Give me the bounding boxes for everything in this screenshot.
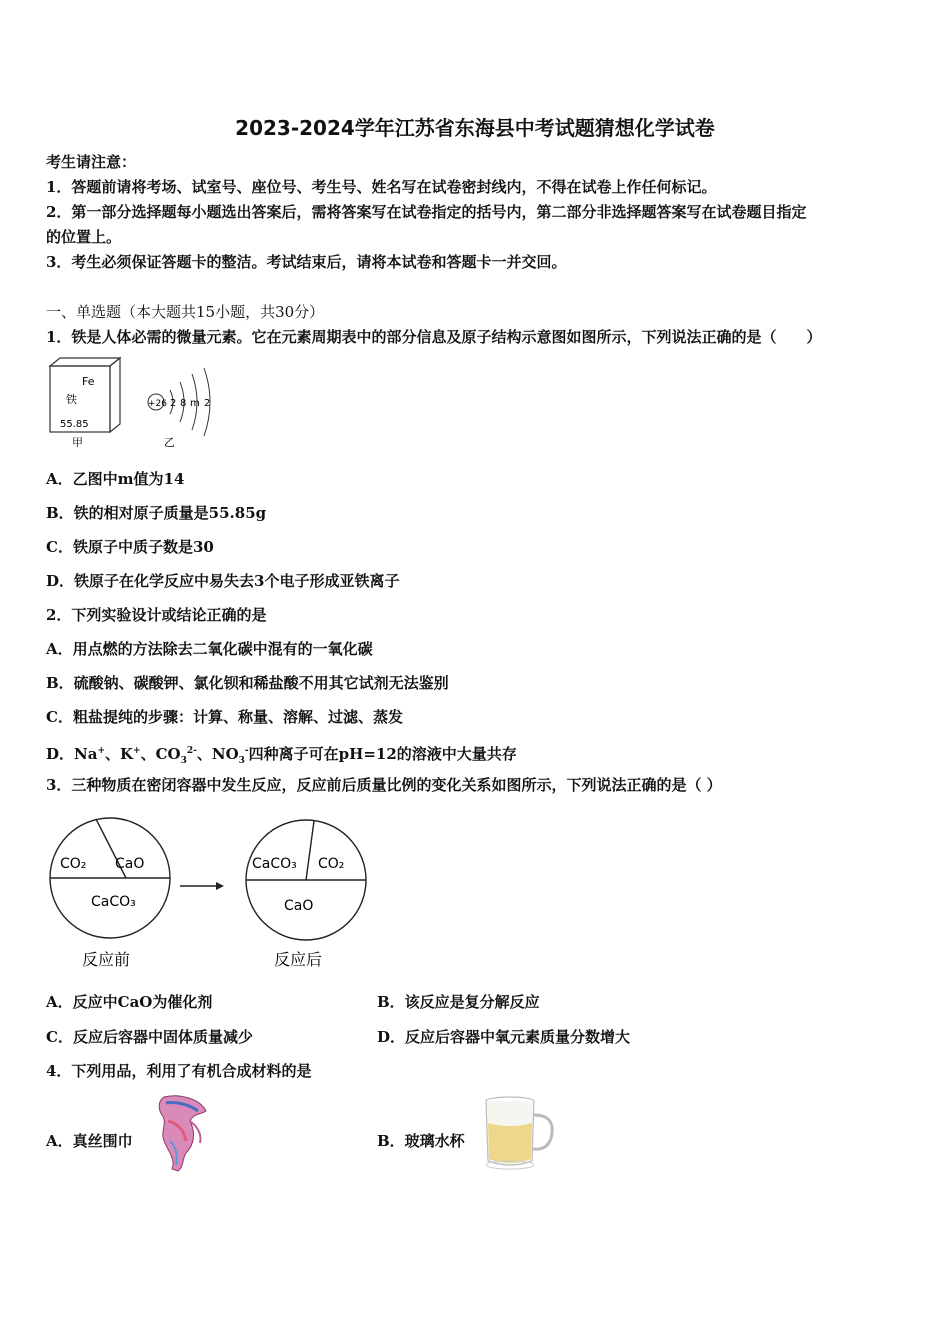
q1-element-figure — [44, 354, 224, 450]
q2-option-a: A．用点燃的方法除去二氧化碳中混有的一氧化碳 — [46, 640, 373, 658]
after-label: 反应后 — [274, 950, 323, 969]
notice-item-2: 2．第一部分选择题每小题选出答案后，需将答案写在试卷指定的括号内，第二部分非选择题答案写在试卷题目指定 — [46, 203, 807, 221]
before-caco3-label: CaCO₃ — [91, 894, 136, 910]
q3-reaction-figure — [40, 808, 380, 972]
q2-d-mid3: 、NO — [196, 745, 239, 763]
shell-3-electrons: m — [190, 398, 200, 409]
before-label: 反应前 — [82, 950, 131, 969]
q3-option-c: C．反应后容器中固体质量减少 — [46, 1028, 253, 1046]
after-pie — [246, 820, 366, 969]
q2-d-sup1: + — [97, 746, 105, 756]
element-symbol: Fe — [82, 375, 95, 388]
atomic-structure-figure — [148, 368, 210, 449]
q2-d-mid2: 、CO — [140, 745, 181, 763]
q4-option-a: A．真丝围巾 — [46, 1132, 133, 1150]
q2-d-sup3: 2- — [186, 746, 197, 756]
after-co2-label: CO₂ — [318, 856, 345, 872]
q1-option-c: C．铁原子中质子数是30 — [46, 538, 214, 556]
notice-heading: 考生请注意： — [46, 153, 137, 171]
shell-2-electrons: 8 — [180, 398, 187, 409]
q1-stem: 1．铁是人体必需的微量元素。它在元素周期表中的部分信息及原子结构示意图如图所示，下列说法正确的是（ ） — [46, 328, 822, 346]
before-cao-label: CaO — [115, 856, 145, 872]
q4-option-b: B．玻璃水杯 — [377, 1132, 465, 1150]
shell-4-electrons: 2 — [204, 398, 211, 409]
glass-cup-image — [478, 1093, 558, 1173]
element-name: 铁 — [66, 393, 77, 406]
q2-d-mid1: 、K — [105, 745, 134, 763]
element-mass: 55.85 — [60, 419, 89, 430]
q2-d-sub3: 3 — [180, 756, 187, 766]
q2-option-d — [46, 741, 517, 771]
after-caco3-label: CaCO₃ — [252, 856, 297, 872]
silk-scarf-image — [150, 1093, 212, 1173]
section-heading: 一、单选题（本大题共15小题，共30分） — [46, 303, 325, 321]
after-cao-label: CaO — [284, 898, 314, 914]
q1-option-d: D．铁原子在化学反应中易失去3个电子形成亚铁离子 — [46, 572, 400, 590]
shell-1-electrons: 2 — [170, 398, 177, 409]
element-cell-figure — [50, 358, 120, 449]
before-co2-label: CO₂ — [60, 856, 87, 872]
q1-option-b: B．铁的相对原子质量是55.85g — [46, 504, 267, 522]
q2-option-b: B．硫酸钠、碳酸钾、氯化钡和稀盐酸不用其它试剂无法鉴别 — [46, 674, 449, 692]
q2-d-sup4: - — [244, 746, 249, 756]
q2-d-suffix: 四种离子可在pH=12的溶液中大量共存 — [248, 745, 517, 763]
figure-label-a: 甲 — [72, 436, 83, 449]
reaction-arrow — [180, 882, 224, 890]
q3-option-d: D．反应后容器中氧元素质量分数增大 — [377, 1028, 631, 1046]
q3-option-a: A．反应中CaO为催化剂 — [46, 993, 213, 1011]
notice-item-3: 3．考生必须保证答题卡的整洁。考试结束后，请将本试卷和答题卡一并交回。 — [46, 253, 567, 271]
figure-label-b: 乙 — [164, 436, 175, 449]
q2-d-prefix: D．Na — [46, 745, 98, 763]
q3-stem: 3．三种物质在密闭容器中发生反应，反应前后质量比例的变化关系如图所示，下列说法正确的是（ ） — [46, 776, 722, 794]
page-title: 2023-2024学年江苏省东海县中考试题猜想化学试卷 — [235, 116, 715, 140]
q2-stem: 2．下列实验设计或结论正确的是 — [46, 606, 267, 624]
q2-d-sup2: + — [133, 746, 141, 756]
notice-item-1: 1．答题前请将考场、试室号、座位号、考生号、姓名写在试卷密封线内，不得在试卷上作任何标记。 — [46, 178, 717, 196]
nucleus-charge: +26 — [148, 399, 167, 409]
q3-option-b: B．该反应是复分解反应 — [377, 993, 540, 1011]
q2-d-sub4: 3 — [238, 756, 245, 766]
q2-option-c: C．粗盐提纯的步骤：计算、称量、溶解、过滤、蒸发 — [46, 708, 403, 726]
q4-stem: 4．下列用品，利用了有机合成材料的是 — [46, 1062, 312, 1080]
before-pie — [50, 818, 170, 969]
notice-item-2-continued: 的位置上。 — [46, 228, 122, 246]
q1-option-a: A．乙图中m值为14 — [46, 470, 185, 488]
